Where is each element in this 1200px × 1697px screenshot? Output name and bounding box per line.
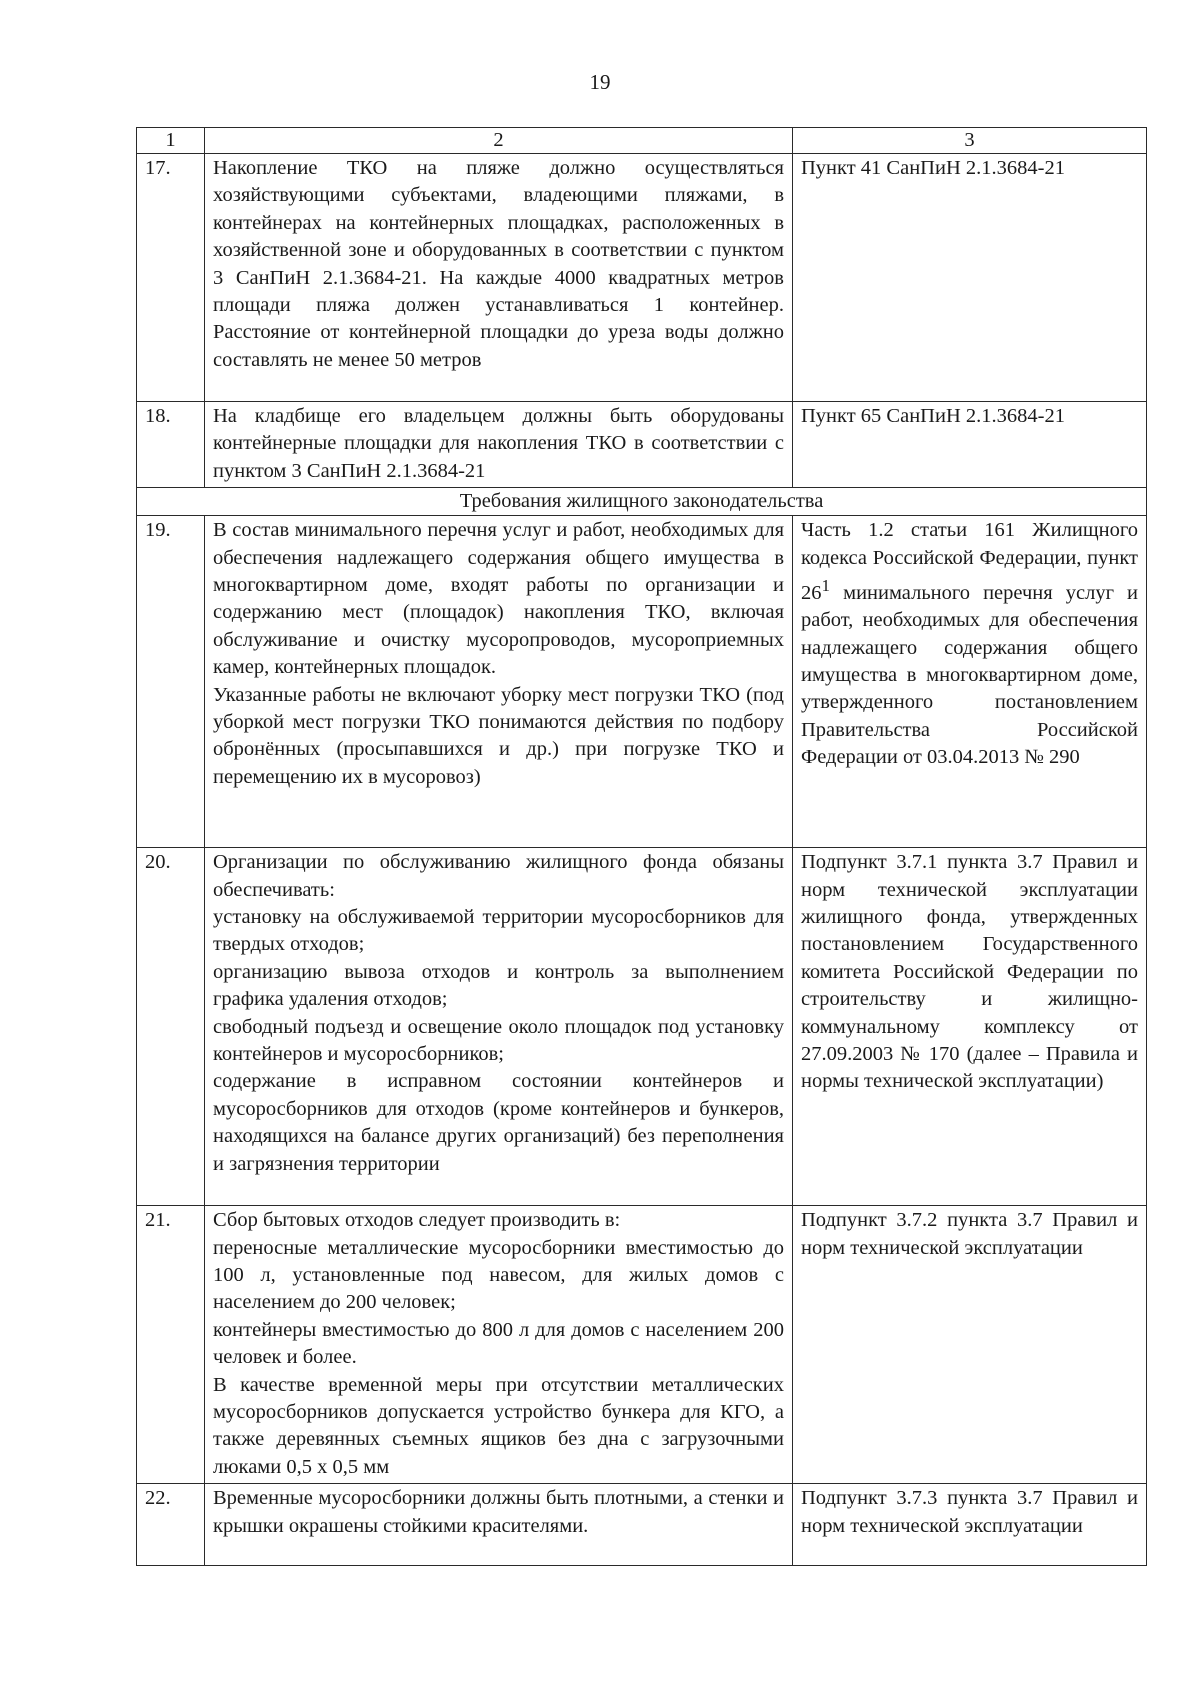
requirement-paragraph: установку на обслуживаемой территории мусоросборников для твердых отходов;	[213, 906, 784, 956]
section-title: Требования жилищного законодательства	[137, 488, 1147, 516]
requirement-text: Временные мусоросборники должны быть плотными, а стенки и крышки окрашены стойкими красителями.	[205, 1484, 793, 1566]
table-row	[137, 1484, 1147, 1566]
requirement-text	[205, 516, 793, 848]
legal-reference: Подпункт 3.7.2 пункта 3.7 Правил и норм технической эксплуатации	[793, 1206, 1147, 1484]
legal-reference: Подпункт 3.7.3 пункта 3.7 Правил и норм технической эксплуатации	[793, 1484, 1147, 1566]
requirement-text: Накопление ТКО на пляже должно осуществляться хозяйствующими субъектами, владеющими пляжами, в контейнерах на контейнерных площадках, расположенных в хозяйственной зоне и оборудованных в соответствии с пунктом 3 СанПиН 2.1.3684-21. На каждые 4000 квадратных метров площади пляжа должен устанавливаться 1 контейнер. Расстояние от контейнерной площадки до уреза воды должно составлять не менее 50 метров	[205, 154, 793, 402]
requirement-paragraph: содержание в исправном состоянии контейнеров и мусоросборников для отходов (кроме контейнеров и бункеров, находящихся на балансе других организаций) без переполнения и загрязнения территории	[213, 1070, 784, 1175]
row-number: 22.	[137, 1484, 205, 1566]
requirement-paragraph: В состав минимального перечня услуг и работ, необходимых для обеспечения надлежащего содержания общего имущества в многоквартирном доме, входят работы по организации и содержанию мест (площадок) накопления ТКО, включая обслуживание и очистку мусоропроводов, мусороприемных камер, контейнерных площадок.	[213, 519, 784, 679]
legal-reference	[793, 516, 1147, 848]
legal-reference: Пункт 41 СанПиН 2.1.3684-21	[793, 154, 1147, 402]
requirement-paragraph: переносные металлические мусоросборники вместимостью до 100 л, установленные под навесом, для жилых домов с населением до 200 человек;	[213, 1236, 784, 1314]
requirement-text	[205, 1206, 793, 1484]
requirement-paragraph: В качестве временной меры при отсутствии металлических мусоросборников допускается устройство бункера для КГО, а также деревянных съемных ящиков без дна с загрузочными люками 0,5 х 0,5 мм	[213, 1373, 784, 1478]
requirement-paragraph: организацию вывоза отходов и контроль за выполнением графика удаления отходов;	[213, 960, 784, 1011]
legal-reference: Пункт 65 СанПиН 2.1.3684-21	[793, 402, 1147, 488]
requirement-paragraph: свободный подъезд и освещение около площадок под установку контейнеров и мусоросборников;	[213, 1015, 784, 1066]
table-row	[137, 154, 1147, 402]
table-row	[137, 848, 1147, 1206]
row-number: 21.	[137, 1206, 205, 1484]
table-row	[137, 1206, 1147, 1484]
header-cell-2: 2	[205, 128, 793, 154]
requirement-paragraph: контейнеры вместимостью до 800 л для домов с населением 200 человек и более.	[213, 1318, 784, 1369]
header-cell-1: 1	[137, 128, 205, 154]
table-row	[137, 402, 1147, 488]
table-header-row	[137, 128, 1147, 154]
table-row	[137, 516, 1147, 848]
reference-part: Часть 1.2 статьи 161 Жилищного кодекса Российской Федерации, пункт 26	[801, 519, 1138, 604]
section-heading-row	[137, 488, 1147, 516]
requirements-table	[136, 127, 1147, 1566]
row-number: 17.	[137, 154, 205, 402]
requirement-text: На кладбище его владельцем должны быть оборудованы контейнерные площадки для накопления ТКО в соответствии с пунктом 3 СанПиН 2.1.3684-21	[205, 402, 793, 488]
header-cell-3: 3	[793, 128, 1147, 154]
row-number: 19.	[137, 516, 205, 848]
requirement-text	[205, 848, 793, 1206]
requirement-paragraph: Организации по обслуживанию жилищного фонда обязаны обеспечивать:	[213, 851, 784, 901]
requirement-paragraph: Сбор бытовых отходов следует производить в:	[213, 1209, 621, 1232]
reference-part: минимального перечня услуг и работ, необходимых для обеспечения надлежащего содержания общего имущества в многоквартирном доме, утвержденного постановлением Правительства Российской Федерации от 03.04.2013 № 290	[801, 581, 1138, 769]
legal-reference: Подпункт 3.7.1 пункта 3.7 Правил и норм технической эксплуатации жилищного фонда, утвержденных постановлением Государственного комитета Российской Федерации по строительству и жилищно-коммунальному комплексу от 27.09.2003 № 170 (далее – Правила и нормы технической эксплуатации)	[793, 848, 1147, 1206]
page-number: 19	[589, 70, 611, 94]
row-number: 20.	[137, 848, 205, 1206]
footnote-superscript: 1	[821, 576, 831, 596]
row-number: 18.	[137, 402, 205, 488]
requirement-paragraph: Указанные работы не включают уборку мест погрузки ТКО (под уборкой мест погрузки ТКО понимаются действия по подбору обронённых (просыпавшихся и др.) при погрузке ТКО и перемещению их в мусоровоз)	[213, 683, 784, 788]
